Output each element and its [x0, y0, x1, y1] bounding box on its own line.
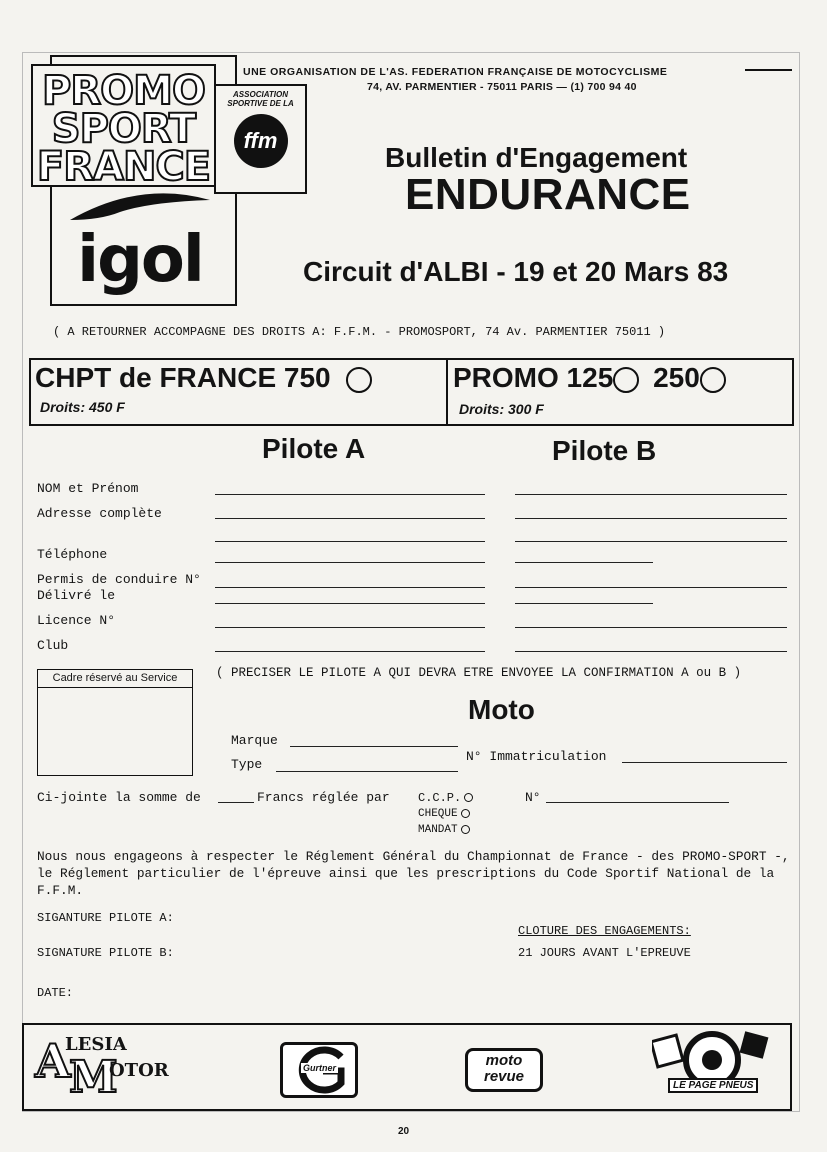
payment-number-field[interactable]: [546, 802, 729, 803]
label-address: Adresse complète: [37, 506, 162, 521]
immat-field[interactable]: [622, 762, 787, 763]
pilot-b-address-field[interactable]: [515, 518, 787, 519]
ccp-checkbox[interactable]: [464, 793, 473, 802]
asso-label: ASSOCIATION SPORTIVE DE LA: [227, 90, 294, 108]
payment-text-1: Ci-jointe la somme de: [37, 790, 201, 805]
payment-number-label: N°: [525, 790, 541, 805]
alesia-motor-logo: [35, 1030, 169, 1103]
closing-title: CLOTURE DES ENGAGEMENTS:: [518, 924, 691, 938]
pilot-a-header: Pilote A: [262, 433, 366, 464]
pilot-b-phone-field[interactable]: [515, 562, 653, 563]
payment-mandat[interactable]: MANDAT: [418, 824, 470, 836]
motor-text: OTOR: [109, 1060, 169, 1081]
label-club: Club: [37, 638, 69, 653]
payment-text-2: Francs réglée par: [257, 790, 390, 805]
category-750[interactable]: CHPT de FRANCE 750: [35, 362, 372, 394]
alesia-m-icon: M: [69, 1052, 118, 1103]
pilot-b-licence-field[interactable]: [515, 627, 787, 628]
le-page-pneus-logo: LE PAGE PNEUS: [652, 1028, 772, 1102]
commitment-text: Nous nous engageons à respecter le Réglement Général du Championnat de France - des PROMO-SPORT -, le Réglement particulier de l'épreuve ainsi que les prescriptions du Code Sportif National de la F.F.M.: [37, 849, 790, 898]
promosport-logo: [31, 64, 216, 190]
type-field[interactable]: [276, 771, 458, 772]
pilot-b-issued-field[interactable]: [515, 603, 653, 604]
pilot-b-club-field[interactable]: [515, 651, 787, 652]
category-promo: PROMO 125 250: [453, 362, 726, 394]
label-name: NOM et Prénom: [37, 481, 139, 496]
payment-ccp[interactable]: C.C.P.: [418, 791, 473, 805]
pilot-a-name-field[interactable]: [215, 494, 485, 495]
category-750-radio[interactable]: [346, 367, 372, 393]
pilot-a-issued-field[interactable]: [215, 603, 485, 604]
fee-750: Droits: 450 F: [40, 399, 125, 415]
label-type: Type: [231, 757, 263, 772]
pilot-b-name-field[interactable]: [515, 494, 787, 495]
alesia-a-icon: A: [35, 1034, 71, 1088]
return-note: ( A RETOURNER ACCOMPAGNE DES DROITS A: F.F.M. - PROMOSPORT, 74 Av. PARMENTIER 75011 ): [53, 325, 666, 339]
pilot-a-license-field[interactable]: [215, 587, 485, 588]
pilot-b-header: Pilote B: [552, 435, 657, 466]
fee-promo: Droits: 300 F: [459, 401, 544, 417]
label-issued: Délivré le: [37, 588, 116, 603]
marque-field[interactable]: [290, 746, 458, 747]
ffm-box: [214, 84, 307, 194]
org-line-2: 74, AV. PARMENTIER - 75011 PARIS — (1) 700 94 40: [367, 81, 637, 93]
pilot-a-phone-field[interactable]: [215, 562, 485, 563]
mandat-checkbox[interactable]: [461, 825, 470, 834]
label-license-drive: Permis de conduire N°: [37, 572, 201, 587]
label-phone: Téléphone: [37, 547, 108, 562]
moto-title: Moto: [468, 694, 535, 725]
service-box: [37, 669, 193, 776]
igol-logo: igol: [60, 190, 220, 300]
page-number: 20: [398, 1126, 410, 1137]
ffm-logo: ffm: [234, 114, 288, 168]
pilot-a-club-field[interactable]: [215, 651, 485, 652]
promosport-logo-text: PROMO SPORT FRANCE: [36, 68, 211, 190]
label-licence: Licence N°: [37, 613, 116, 628]
pilot-b-address-field-2[interactable]: [515, 541, 787, 542]
alesia-text: LESIA: [65, 1034, 127, 1055]
org-line-1: UNE ORGANISATION DE L'AS. FEDERATION FRANÇAISE DE MOTOCYCLISME: [243, 66, 668, 78]
label-immat: N° Immatriculation: [466, 749, 607, 764]
precise-note: ( PRECISER LE PILOTE A QUI DEVRA ETRE ENVOYEE LA CONFIRMATION A ou B ): [216, 666, 742, 680]
cheque-checkbox[interactable]: [461, 809, 470, 818]
label-marque: Marque: [231, 733, 278, 748]
pilot-a-address-field-2[interactable]: [215, 541, 485, 542]
payment-cheque[interactable]: CHEQUE: [418, 808, 470, 820]
form-title: Bulletin d'Engagement: [385, 142, 688, 173]
gurtner-logo: Gurtner: [280, 1042, 358, 1098]
closing-text: 21 JOURS AVANT L'EPREUVE: [518, 946, 691, 960]
moto-revue-logo: moto revue: [465, 1048, 543, 1092]
promo-250-radio[interactable]: [700, 367, 726, 393]
signature-b-label: SIGNATURE PILOTE B:: [37, 946, 174, 960]
pilot-a-licence-field[interactable]: [215, 627, 485, 628]
date-label: DATE:: [37, 986, 74, 1000]
promo-125-radio[interactable]: [613, 367, 639, 393]
org-rule: [745, 69, 792, 71]
form-subtitle: ENDURANCE: [405, 170, 691, 219]
pilot-b-license-field[interactable]: [515, 587, 787, 588]
event-circuit: Circuit d'ALBI - 19 et 20 Mars 83: [303, 256, 729, 287]
service-box-label: Cadre réservé au Service: [38, 670, 192, 688]
signature-a-label: SIGANTURE PILOTE A:: [37, 911, 174, 925]
pilot-a-address-field[interactable]: [215, 518, 485, 519]
category-divider: [446, 358, 448, 424]
amount-field[interactable]: [218, 802, 254, 803]
